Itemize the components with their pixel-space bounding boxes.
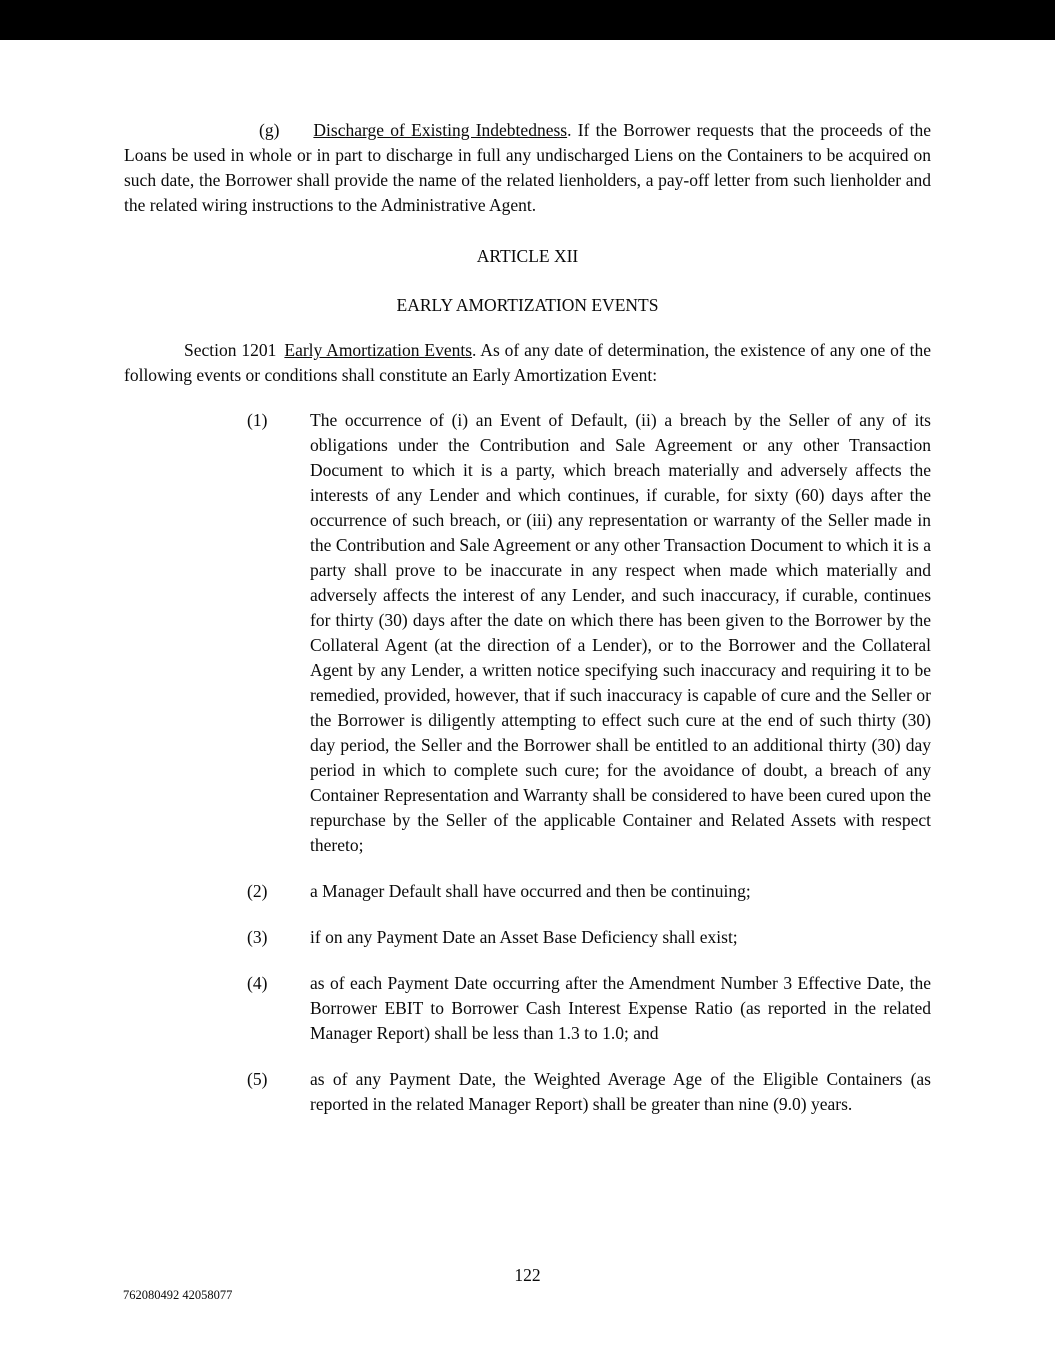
list-item-number: (3) [247, 927, 268, 947]
paragraph-g-body: . If the Borrower requests that the proceeds of the Loans be used in whole or in part to discharge in full any undischarged Liens on the Containers to be acquired on such date, the Borrower shall provide the name of the related lienholders, a pay-off letter from such lienholder and the related wiring instructions to the Administrative Agent. [124, 120, 931, 215]
section-body: . As of any date of determination, the existence of any one of the following events or conditions shall constitute an Early Amortization Event: [124, 340, 931, 385]
list-item-number: (2) [247, 881, 268, 901]
paragraph-g-heading: Discharge of Existing Indebtedness [313, 120, 568, 140]
list-item [247, 971, 931, 1046]
list-item [247, 879, 931, 904]
page-number: 122 [514, 1265, 541, 1285]
paragraph-g-label: (g) [259, 120, 280, 140]
list-item-number: (4) [247, 973, 268, 993]
document-content [124, 118, 931, 1138]
document-id-footer: 762080492 42058077 [123, 1288, 233, 1302]
article-title: ARTICLE XII [476, 246, 579, 266]
section-1201-paragraph [124, 338, 931, 388]
list-item-number: (1) [247, 410, 268, 430]
section-label: Section 1201 [184, 340, 277, 360]
list-item-number: (5) [247, 1069, 268, 1089]
list-item-text: The occurrence of (i) an Event of Default, (ii) a breach by the Seller of any of its obligations under the Contribution and Sale Agreement or any other Transaction Document to which it is a party, which breach materially and adversely affects the interests of any Lender and which continues, if curable, for sixty (60) days after the occurrence of such breach, or (iii) any representation or warranty of the Seller made in the Contribution and Sale Agreement or any other Transaction Document to which it is a party shall prove to be inaccurate in any respect when made which materially and adversely affects the interest of any Lender, and such inaccuracy, if curable, continues for thirty (30) days after the date on which there has been given to the Borrower by the Collateral Agent (at the direction of a Lender), or to the Borrower and the Collateral Agent by any Lender, a written notice specifying such inaccuracy and requiring it to be remedied, provided, however, that if such inaccuracy is capable of cure and the Seller or the Borrower is diligently attempting to effect such cure at the end of such thirty (30) day period, the Seller and the Borrower shall be entitled to an additional thirty (30) day period in which to complete such cure; for the avoidance of doubt, a breach of any Container Representation and Warranty shall be considered to have been cured upon the repurchase by the Seller of the applicable Container and Related Assets with respect thereto; [310, 410, 931, 855]
paragraph-g [124, 118, 931, 218]
scan-artifact-top-bar [0, 0, 1055, 40]
list-item-text: as of any Payment Date, the Weighted Average Age of the Eligible Containers (as reported in the related Manager Report) shall be greater than nine (9.0) years. [310, 1069, 931, 1114]
list-item [247, 1067, 931, 1117]
section-heading: Early Amortization Events [284, 340, 473, 360]
list-item [247, 925, 931, 950]
list-item-text: if on any Payment Date an Asset Base Deficiency shall exist; [310, 927, 738, 947]
list-item-text: as of each Payment Date occurring after the Amendment Number 3 Effective Date, the Borrower EBIT to Borrower Cash Interest Expense Ratio (as reported in the related Manager Report) shall be less than 1.3 to 1.0; and [310, 973, 931, 1043]
article-subtitle: EARLY AMORTIZATION EVENTS [396, 295, 659, 315]
early-amortization-events-list [124, 408, 931, 1117]
list-item-text: a Manager Default shall have occurred and then be continuing; [310, 881, 751, 901]
list-item [247, 408, 931, 858]
